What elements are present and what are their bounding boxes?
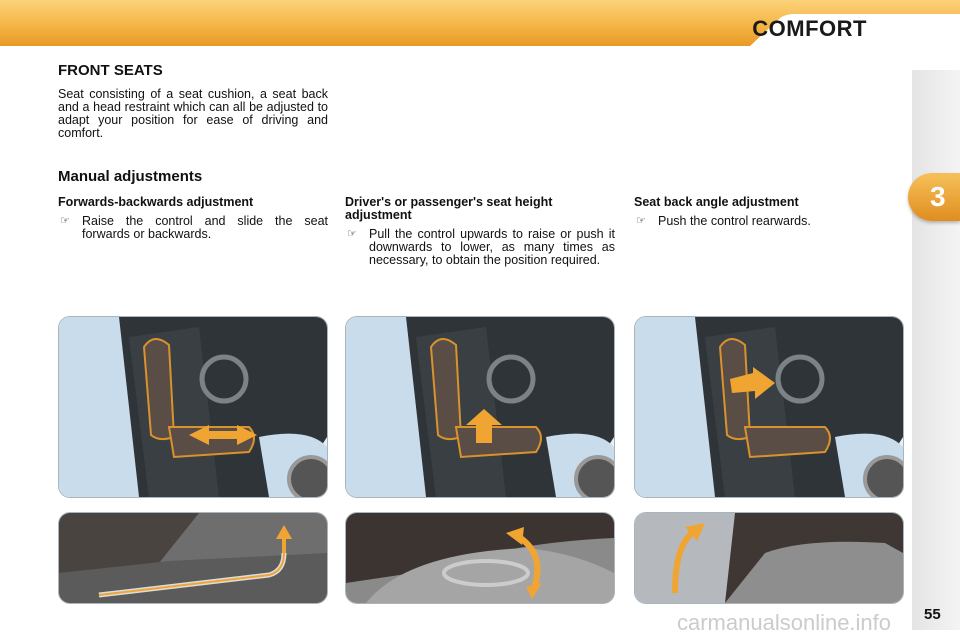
- subtitle: Manual adjustments: [58, 168, 203, 185]
- column-heading: Driver's or passenger's seat height adjustment: [345, 195, 553, 222]
- bullet-item: [58, 215, 328, 241]
- column-height-adjustment: [345, 196, 615, 267]
- illustration-height-adjustment: [345, 316, 615, 498]
- illustration-forwards-backwards: [58, 316, 328, 498]
- watermark: carmanualsonline.info: [677, 610, 892, 635]
- page-number: 55: [924, 606, 941, 623]
- column-heading: Forwards-backwards adjustment: [58, 195, 254, 209]
- detail-forwards-backwards-control: [58, 512, 328, 604]
- illustration-seat-back-angle: [634, 316, 904, 498]
- detail-seat-back-control: [634, 512, 904, 604]
- column-forwards-backwards: [58, 196, 328, 241]
- column-heading: Seat back angle adjustment: [634, 195, 799, 209]
- column-seat-back-angle: [634, 196, 904, 228]
- bullet-item: [345, 228, 615, 267]
- chapter-number: 3: [930, 181, 946, 212]
- section-title: COMFORT: [752, 16, 867, 41]
- bullet-text: Push the control rearwards.: [658, 214, 811, 228]
- right-sidebar: [912, 70, 960, 630]
- intro-paragraph: Seat consisting of a seat cushion, a seat back and a head restraint which can all be adjusted to adapt your position for ease of driving and comfort.: [58, 87, 328, 140]
- bullet-text: Raise the control and slide the seat forwards or backwards.: [82, 214, 328, 241]
- bullet-text: Pull the control upwards to raise or push it downwards to lower, as many times as necessary, to obtain the position required.: [369, 227, 615, 267]
- page-title: FRONT SEATS: [58, 62, 163, 79]
- detail-height-control: [345, 512, 615, 604]
- pointing-hand-icon: ☞: [60, 215, 70, 227]
- pointing-hand-icon: ☞: [347, 228, 357, 240]
- bullet-item: [634, 215, 904, 228]
- chapter-tab[interactable]: [908, 173, 960, 221]
- pointing-hand-icon: ☞: [636, 215, 646, 227]
